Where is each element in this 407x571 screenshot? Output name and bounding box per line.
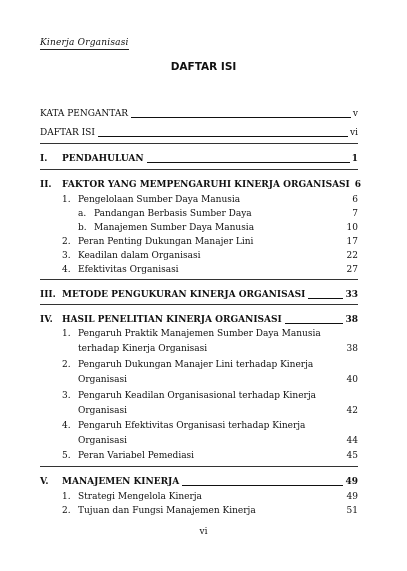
item-number: 2. xyxy=(62,237,71,247)
item-number: 2. xyxy=(62,360,71,370)
section-divider xyxy=(40,466,358,467)
toc-page-number: 6 xyxy=(354,180,362,190)
leader-line xyxy=(98,136,348,137)
leader-line xyxy=(131,117,351,118)
page-number-footer: vi xyxy=(199,527,208,537)
toc-subentry[interactable] xyxy=(78,222,358,234)
toc-entry-daftar-isi[interactable] xyxy=(40,127,358,139)
toc-subentry[interactable] xyxy=(62,491,358,503)
toc-page-number: 6 xyxy=(352,195,358,205)
chapter-title: HASIL PENELITIAN KINERJA ORGANISASI xyxy=(62,315,282,325)
toc-page-number: 40 xyxy=(346,374,358,385)
toc-subentry[interactable] xyxy=(62,450,358,462)
toc-page-number: 33 xyxy=(345,290,358,300)
item-title: Tujuan dan Fungsi Manajemen Kinerja xyxy=(78,506,256,516)
toc-entry-label: KATA PENGANTAR xyxy=(40,109,129,119)
chapter-number: II. xyxy=(40,180,52,190)
toc-subentry[interactable] xyxy=(62,327,358,356)
item-number: 4. xyxy=(62,421,71,431)
item-number: 2. xyxy=(62,506,71,516)
item-title-line-2: Organisasi xyxy=(78,405,127,416)
item-title: Peran Variabel Pemediasi xyxy=(78,451,195,461)
chapter-title: METODE PENGUKURAN KINERJA ORGANISASI xyxy=(62,290,306,300)
toc-subentry[interactable] xyxy=(62,505,358,517)
item-title-line-1: Pengaruh Dukungan Manajer Lini terhadap Kinerja xyxy=(78,360,314,370)
chapter-number: V. xyxy=(40,477,49,487)
toc-subentry[interactable] xyxy=(62,250,358,262)
toc-page-number: 44 xyxy=(346,435,358,446)
item-number: 5. xyxy=(62,451,71,461)
chapter-title: MANAJEMEN KINERJA xyxy=(62,477,180,487)
section-divider xyxy=(40,279,358,280)
leader-line xyxy=(147,162,350,163)
item-number: 3. xyxy=(62,391,71,401)
toc-chapter-1[interactable] xyxy=(40,153,358,165)
toc-subentry[interactable] xyxy=(62,236,358,248)
item-title-line-1: Pengaruh Efektivitas Organisasi terhadap Kinerja xyxy=(78,421,306,431)
toc-page-number: 1 xyxy=(351,154,358,164)
chapter-title: FAKTOR YANG MEMPENGARUHI KINERJA ORGANISASI xyxy=(62,180,350,190)
item-title: Pandangan Berbasis Sumber Daya xyxy=(94,209,252,219)
item-number: a. xyxy=(78,209,87,219)
toc-subentry[interactable] xyxy=(62,419,358,448)
chapter-number: IV. xyxy=(40,315,53,325)
toc-chapter-3[interactable] xyxy=(40,289,358,301)
toc-page-number: 22 xyxy=(346,251,358,261)
item-number: 1. xyxy=(62,492,71,502)
item-title: Pengelolaan Sumber Daya Manusia xyxy=(78,195,241,205)
item-title: Peran Penting Dukungan Manajer Lini xyxy=(78,237,254,247)
toc-page-number: 45 xyxy=(346,451,358,461)
item-number: b. xyxy=(78,223,87,233)
section-divider xyxy=(40,304,358,305)
item-title: Strategi Mengelola Kinerja xyxy=(78,492,202,502)
item-title: Manajemen Sumber Daya Manusia xyxy=(94,223,255,233)
chapter-title: PENDAHULUAN xyxy=(62,154,144,164)
toc-page-number: 7 xyxy=(352,209,358,219)
item-number: 4. xyxy=(62,265,71,275)
toc-page-number: v xyxy=(352,109,358,119)
item-title-line-1: Pengaruh Keadilan Organisasional terhadap Kinerja xyxy=(78,391,316,401)
item-title-line-2: terhadap Kinerja Organisasi xyxy=(78,343,208,354)
leader-line xyxy=(308,298,343,299)
item-title-line-1: Pengaruh Praktik Manajemen Sumber Daya Manusia xyxy=(78,329,321,339)
chapter-number: III. xyxy=(40,290,56,300)
section-divider xyxy=(40,169,358,170)
section-divider xyxy=(40,143,358,144)
toc-page-number: 17 xyxy=(346,237,358,247)
toc-chapter-2[interactable] xyxy=(40,179,362,191)
item-title-line-2: Organisasi xyxy=(78,435,127,446)
item-title: Keadilan dalam Organisasi xyxy=(78,251,201,261)
toc-chapter-4[interactable] xyxy=(40,314,358,326)
toc-subentry[interactable] xyxy=(62,389,358,418)
item-number: 3. xyxy=(62,251,71,261)
item-number: 1. xyxy=(62,195,71,205)
leader-line xyxy=(182,485,343,486)
page-title: DAFTAR ISI xyxy=(170,61,237,73)
toc-page-number: 49 xyxy=(346,492,358,502)
toc-chapter-5[interactable] xyxy=(40,476,358,488)
toc-page-number: vi xyxy=(350,128,358,138)
toc-entry-kata-pengantar[interactable] xyxy=(40,108,358,120)
toc-page-number: 49 xyxy=(345,477,358,487)
item-title: Efektivitas Organisasi xyxy=(78,265,179,275)
item-number: 1. xyxy=(62,329,71,339)
toc-page-number: 27 xyxy=(346,265,358,275)
running-header: Kinerja Organisasi xyxy=(40,38,129,48)
toc-page-number: 10 xyxy=(346,223,358,233)
item-title-line-2: Organisasi xyxy=(78,374,127,385)
toc-subentry[interactable] xyxy=(78,208,358,220)
toc-entry-label: DAFTAR ISI xyxy=(40,128,95,138)
chapter-number: I. xyxy=(40,154,48,164)
toc-page-number: 51 xyxy=(346,506,358,516)
toc-subentry[interactable] xyxy=(62,358,358,387)
toc-page-number: 38 xyxy=(345,315,358,325)
toc-subentry[interactable] xyxy=(62,264,358,276)
leader-line xyxy=(285,323,344,324)
toc-subentry[interactable] xyxy=(62,194,358,206)
toc-page-number: 42 xyxy=(346,405,358,416)
toc-page-number: 38 xyxy=(346,343,358,354)
